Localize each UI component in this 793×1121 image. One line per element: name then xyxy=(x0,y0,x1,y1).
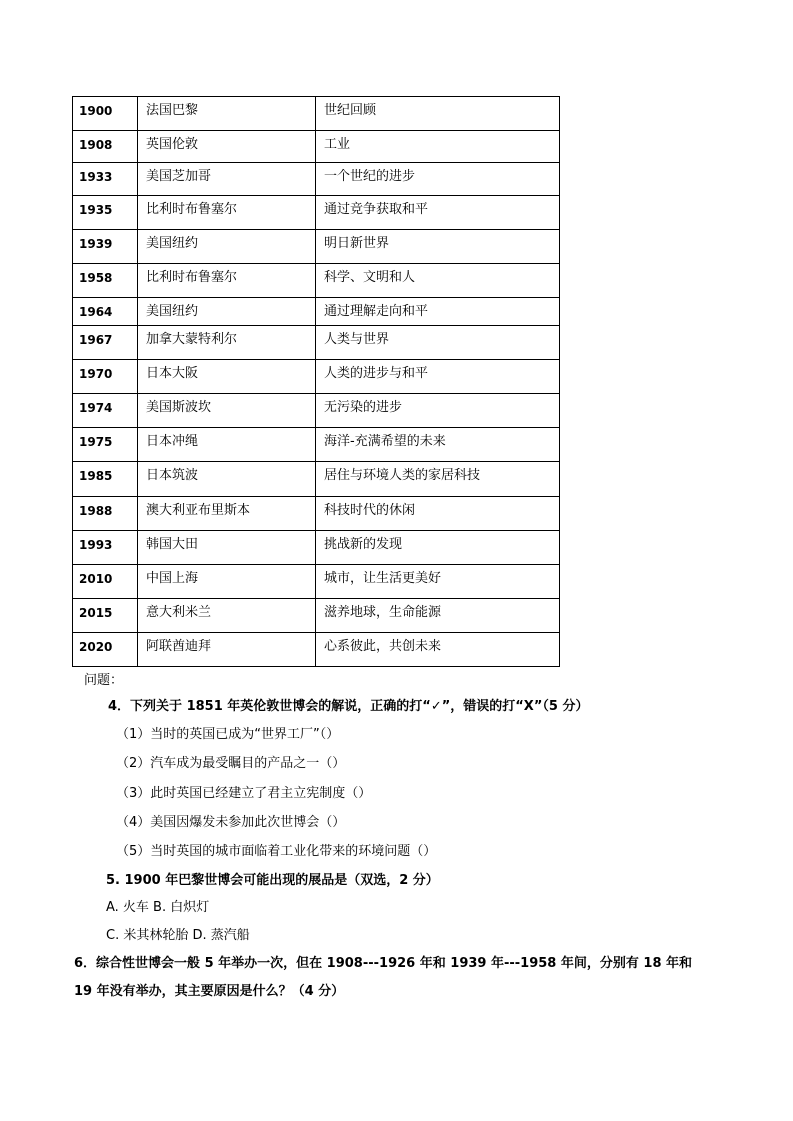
year-cell: 1900 xyxy=(73,97,138,131)
theme-cell: 工业 xyxy=(316,131,560,163)
place-cell: 美国纽约 xyxy=(138,298,316,326)
place-cell: 美国纽约 xyxy=(138,230,316,264)
year-cell: 1974 xyxy=(73,394,138,428)
place-cell: 英国伦敦 xyxy=(138,131,316,163)
place-cell: 美国斯波坎 xyxy=(138,394,316,428)
place-cell: 比利时布鲁塞尔 xyxy=(138,264,316,298)
expo-table-body xyxy=(73,97,560,667)
question-4-item: （3）此时英国已经建立了君主立宪制度（） xyxy=(116,786,372,801)
question-4-item: （4）美国因爆发未参加此次世博会（） xyxy=(116,815,346,830)
question-5-options-ab: A. 火车 B. 白炽灯 xyxy=(106,900,210,915)
table-row xyxy=(73,298,560,326)
question-6-line-2: 19 年没有举办，其主要原因是什么？（4 分） xyxy=(74,984,345,999)
place-cell: 日本冲绳 xyxy=(138,428,316,462)
table-row xyxy=(73,131,560,163)
question-4-prompt: 4．下列关于 1851 年英伦敦世博会的解说，正确的打“✓”，错误的打“X”（5 分） xyxy=(108,699,589,714)
theme-cell: 明日新世界 xyxy=(316,230,560,264)
theme-cell: 居住与环境人类的家居科技 xyxy=(316,462,560,497)
table-row xyxy=(73,360,560,394)
theme-cell: 城市，让生活更美好 xyxy=(316,565,560,599)
table-row xyxy=(73,264,560,298)
place-cell: 法国巴黎 xyxy=(138,97,316,131)
table-row xyxy=(73,97,560,131)
year-cell: 2020 xyxy=(73,633,138,667)
theme-cell: 挑战新的发现 xyxy=(316,531,560,565)
table-row xyxy=(73,497,560,531)
theme-cell: 人类的进步与和平 xyxy=(316,360,560,394)
theme-cell: 人类与世界 xyxy=(316,326,560,360)
table-row xyxy=(73,394,560,428)
theme-cell: 科学、文明和人 xyxy=(316,264,560,298)
table-row xyxy=(73,599,560,633)
year-cell: 1935 xyxy=(73,196,138,230)
year-cell: 2010 xyxy=(73,565,138,599)
place-cell: 澳大利亚布里斯本 xyxy=(138,497,316,531)
table-row xyxy=(73,633,560,667)
theme-cell: 通过竞争获取和平 xyxy=(316,196,560,230)
table-row xyxy=(73,565,560,599)
year-cell: 1933 xyxy=(73,163,138,196)
year-cell: 1967 xyxy=(73,326,138,360)
theme-cell: 无污染的进步 xyxy=(316,394,560,428)
year-cell: 1993 xyxy=(73,531,138,565)
year-cell: 1970 xyxy=(73,360,138,394)
year-cell: 1939 xyxy=(73,230,138,264)
table-row xyxy=(73,531,560,565)
question-6-line-1: 6．综合性世博会一般 5 年举办一次，但在 1908---1926 年和 1939 年---1958 年间，分别有 18 年和 xyxy=(74,956,693,971)
theme-cell: 心系彼此，共创未来 xyxy=(316,633,560,667)
questions-intro: 问题： xyxy=(84,673,124,688)
question-4-item: （2）汽车成为最受瞩目的产品之一（） xyxy=(116,756,346,771)
place-cell: 阿联酋迪拜 xyxy=(138,633,316,667)
question-5-options-cd: C. 米其林轮胎 D. 蒸汽船 xyxy=(106,928,250,943)
place-cell: 美国芝加哥 xyxy=(138,163,316,196)
place-cell: 日本大阪 xyxy=(138,360,316,394)
year-cell: 2015 xyxy=(73,599,138,633)
place-cell: 意大利米兰 xyxy=(138,599,316,633)
place-cell: 中国上海 xyxy=(138,565,316,599)
question-4-item: （5）当时英国的城市面临着工业化带来的环境问题（） xyxy=(116,844,437,859)
theme-cell: 一个世纪的进步 xyxy=(316,163,560,196)
theme-cell: 世纪回顾 xyxy=(316,97,560,131)
expo-history-table xyxy=(72,96,560,667)
year-cell: 1975 xyxy=(73,428,138,462)
theme-cell: 滋养地球，生命能源 xyxy=(316,599,560,633)
table-row xyxy=(73,326,560,360)
year-cell: 1908 xyxy=(73,131,138,163)
theme-cell: 科技时代的休闲 xyxy=(316,497,560,531)
year-cell: 1958 xyxy=(73,264,138,298)
theme-cell: 通过理解走向和平 xyxy=(316,298,560,326)
year-cell: 1964 xyxy=(73,298,138,326)
question-5-prompt: 5. 1900 年巴黎世博会可能出现的展品是（双选，2 分） xyxy=(106,873,439,888)
place-cell: 比利时布鲁塞尔 xyxy=(138,196,316,230)
year-cell: 1985 xyxy=(73,462,138,497)
table-row xyxy=(73,462,560,497)
table-row xyxy=(73,163,560,196)
year-cell: 1988 xyxy=(73,497,138,531)
theme-cell: 海洋-充满希望的未来 xyxy=(316,428,560,462)
place-cell: 韩国大田 xyxy=(138,531,316,565)
place-cell: 日本筑波 xyxy=(138,462,316,497)
table-row xyxy=(73,428,560,462)
place-cell: 加拿大蒙特利尔 xyxy=(138,326,316,360)
table-row xyxy=(73,230,560,264)
table-row xyxy=(73,196,560,230)
question-4-item: （1）当时的英国已成为“世界工厂”（） xyxy=(116,727,340,742)
